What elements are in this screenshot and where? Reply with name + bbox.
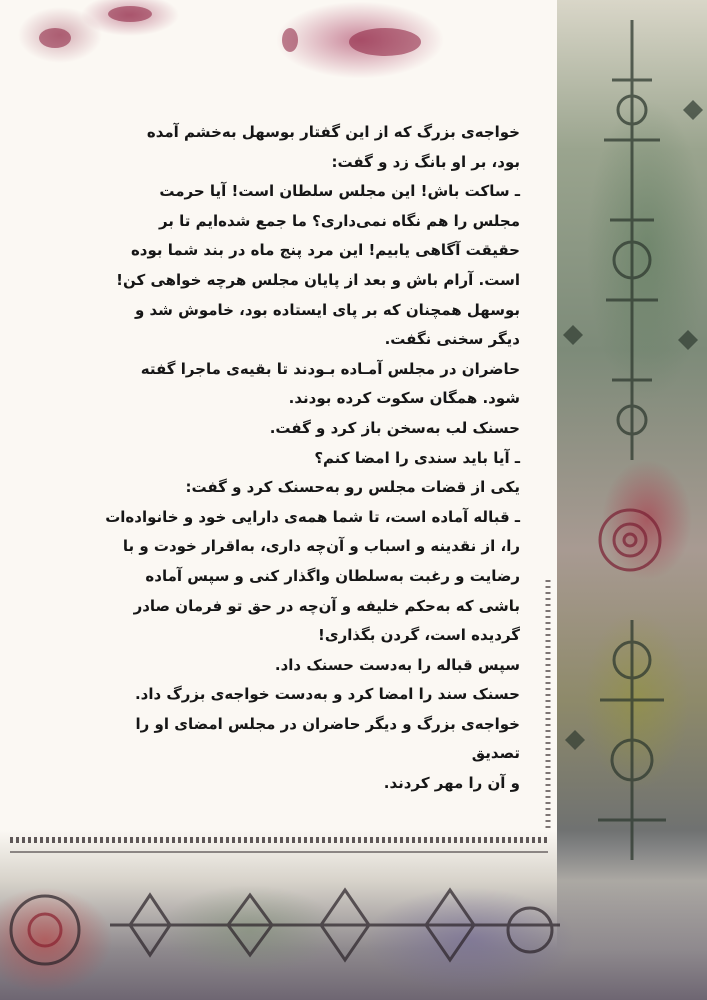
right-ornament-chain [598, 20, 666, 860]
text-line: خواجه‌ی بزرگ و دیگر حاضران در مجلس امضای او را تصدیق [135, 714, 520, 763]
text-line: باشی که به‌حکم خلیفه و آن‌چه در حق تو فرمان صادر [133, 596, 520, 615]
story-text [95, 118, 520, 799]
text-line: را، از نقدینه و اسباب و آن‌چه داری، به‌اقرار خودت و با [122, 537, 520, 556]
text-line: و آن را مهر کردند. [383, 774, 520, 793]
text-line: ـ قباله آماده است، تا شما همه‌ی دارایی خود و خانواده‌ات [105, 507, 520, 526]
text-line: بوسهل همچنان که بر پای ایستاده بود، خاموش شد و [134, 300, 520, 319]
text-line: ـ ساکت باش! این مجلس سلطان است! آیا حرمت [159, 182, 520, 201]
text-line: ـ آیا باید سندی را امضا کنم؟ [314, 448, 520, 467]
text-line: حاضران در مجلس آمـاده بـودند تا بقیه‌ی ماجرا گفته [140, 359, 520, 378]
text-line: دیگر سخنی نگفت. [384, 330, 520, 349]
right-rosette [600, 510, 660, 570]
text-line: شود. همگان سکوت کرده بودند. [288, 389, 520, 408]
text-line: حقیقت آگاهی یابیم! این مرد پنج ماه در بند شما بوده [130, 241, 520, 260]
text-line: حسنک سند را امضا کرد و به‌دست خواجه‌ی بزرگ داد. [134, 685, 520, 704]
bottom-ornament-row [11, 890, 560, 964]
text-line: گردیده است، گردن بگذاری! [318, 626, 520, 645]
text-line: بود، بر او بانگ زد و گفت: [331, 152, 520, 171]
text-line: سپس قباله را به‌دست حسنک داد. [274, 655, 520, 674]
top-ink-stains [39, 6, 421, 56]
text-line: است. آرام باش و بعد از پایان مجلس هرچه خواهی کن! [116, 270, 520, 289]
text-line: رضایت و رغبت به‌سلطان واگذار کنی و سپس آماده [145, 566, 520, 585]
text-line: حسنک لب به‌سخن باز کرد و گفت. [269, 418, 520, 437]
text-line: مجلس را هم نگاه نمی‌داری؟ ما جمع شده‌ایم تا بر [158, 211, 520, 230]
text-line: خواجه‌ی بزرگ که از این گفتار بوسهل به‌خشم آمده [146, 123, 520, 141]
text-line: یکی از قضات مجلس رو به‌حسنک کرد و گفت: [185, 478, 520, 497]
